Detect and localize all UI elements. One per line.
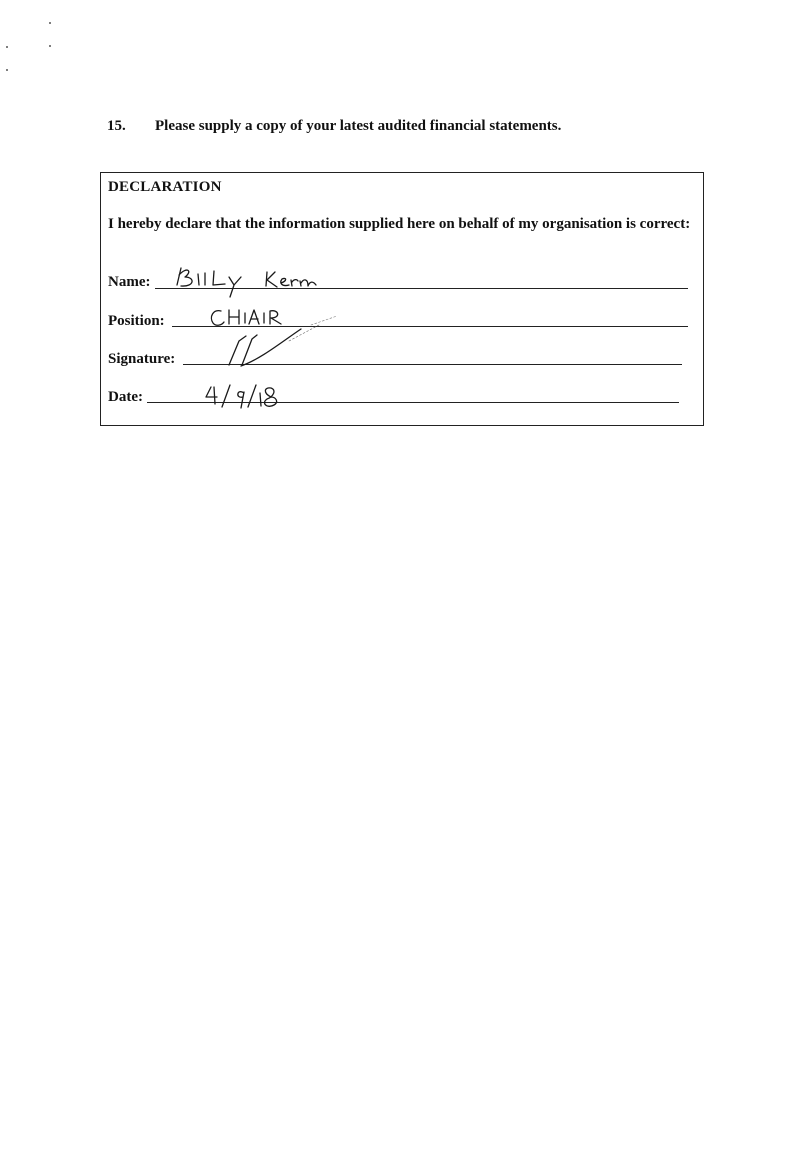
handwritten-name <box>177 268 316 297</box>
handwritten-position <box>211 310 337 325</box>
name-label: Name: <box>108 274 151 290</box>
question-text: Please supply a copy of your latest audited financial statements. <box>155 118 562 134</box>
declaration-statement: I hereby declare that the information supplied here on behalf of my organisation is correct: <box>108 216 691 232</box>
handwriting-layer <box>101 173 705 427</box>
handwritten-date <box>206 385 277 408</box>
declaration-box <box>100 172 704 426</box>
date-label: Date: <box>108 389 143 405</box>
scan-speck <box>6 46 8 48</box>
signature-label: Signature: <box>108 351 176 367</box>
handwritten-signature <box>229 325 319 366</box>
scan-speck <box>49 22 51 24</box>
declaration-title: DECLARATION <box>108 179 222 195</box>
question-number: 15. <box>107 118 126 134</box>
position-label: Position: <box>108 313 165 329</box>
scan-speck <box>49 45 51 47</box>
scan-speck <box>6 69 8 71</box>
question-15 <box>107 118 561 135</box>
